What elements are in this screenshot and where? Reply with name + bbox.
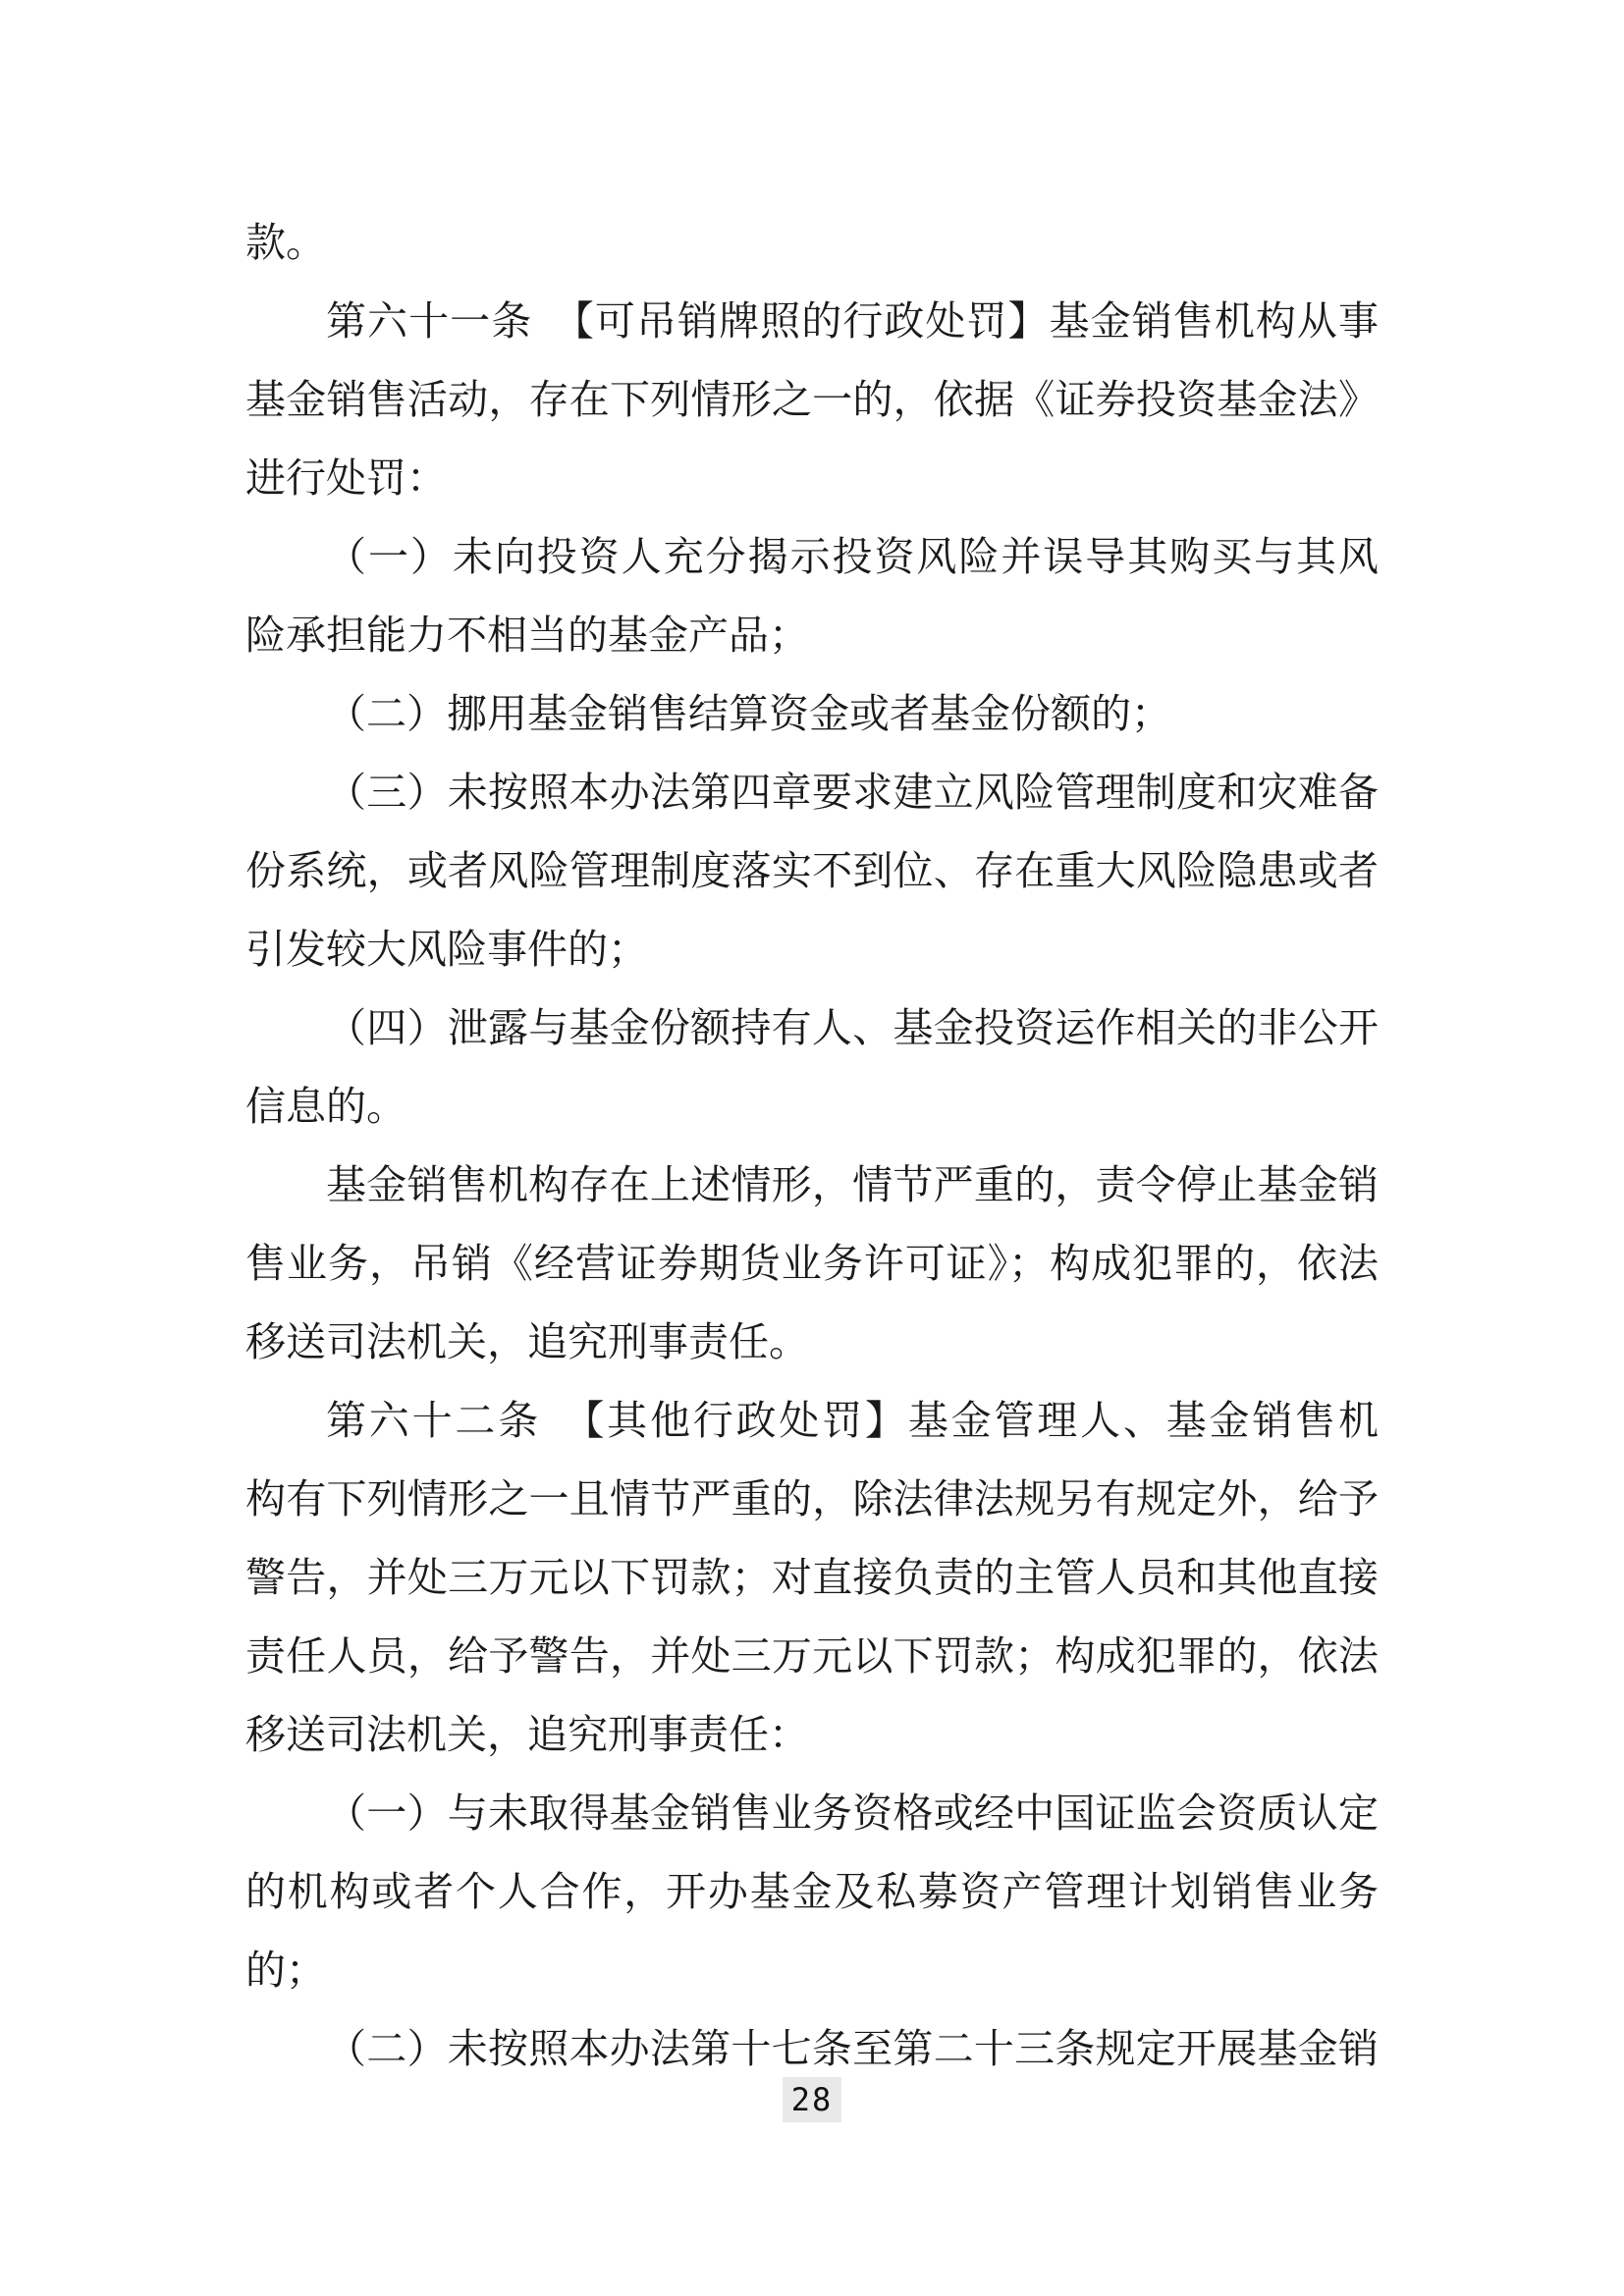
text-line: 引发较大风险事件的；: [245, 927, 648, 972]
text-line: （一）未向投资人充分揭示投资风险并误导其购买与其风: [326, 534, 1379, 579]
text-line: 份系统，或者风险管理制度落实不到位、存在重大风险隐患或者: [245, 848, 1379, 893]
text-line: 第六十一条 【可吊销牌照的行政处罚】基金销售机构从事: [326, 298, 1379, 344]
text-line: 的；: [245, 1948, 326, 1993]
text-line: 的机构或者个人合作，开办基金及私募资产管理计划销售业务: [245, 1869, 1379, 1914]
text-line: 信息的。: [245, 1084, 406, 1129]
text-line: 警告，并处三万元以下罚款；对直接负责的主管人员和其他直接: [245, 1555, 1379, 1600]
text-line: 售业务，吊销《经营证券期货业务许可证》；构成犯罪的，依法: [245, 1241, 1379, 1286]
text-line: 移送司法机关，追究刑事责任：: [245, 1712, 809, 1757]
text-line: （二）未按照本办法第十七条至第二十三条规定开展基金销: [326, 2026, 1379, 2071]
text-block: [245, 203, 1379, 2088]
text-line: （四）泄露与基金份额持有人、基金投资运作相关的非公开: [326, 1005, 1379, 1050]
text-line: 责任人员，给予警告，并处三万元以下罚款；构成犯罪的，依法: [245, 1633, 1379, 1679]
text-line: 构有下列情形之一且情节严重的，除法律法规另有规定外，给予: [245, 1476, 1379, 1522]
text-line: （二）挪用基金销售结算资金或者基金份额的；: [326, 691, 1171, 736]
text-line: 险承担能力不相当的基金产品；: [245, 613, 809, 658]
text-line: 进行处罚：: [245, 455, 447, 501]
text-line: 第六十二条 【其他行政处罚】基金管理人、基金销售机: [326, 1398, 1379, 1443]
text-line: 基金销售机构存在上述情形，情节严重的，责令停止基金销: [326, 1162, 1379, 1207]
text-line: 款。: [245, 220, 326, 265]
text-line: 移送司法机关，追究刑事责任。: [245, 1319, 809, 1364]
text-line: （一）与未取得基金销售业务资格或经中国证监会资质认定: [326, 1790, 1379, 1836]
page-number: 28: [783, 2077, 842, 2122]
text-line: 基金销售活动，存在下列情形之一的，依据《证券投资基金法》: [245, 377, 1379, 422]
page-footer: [0, 2077, 1624, 2122]
text-line: （三）未按照本办法第四章要求建立风险管理制度和灾难备: [326, 770, 1379, 815]
